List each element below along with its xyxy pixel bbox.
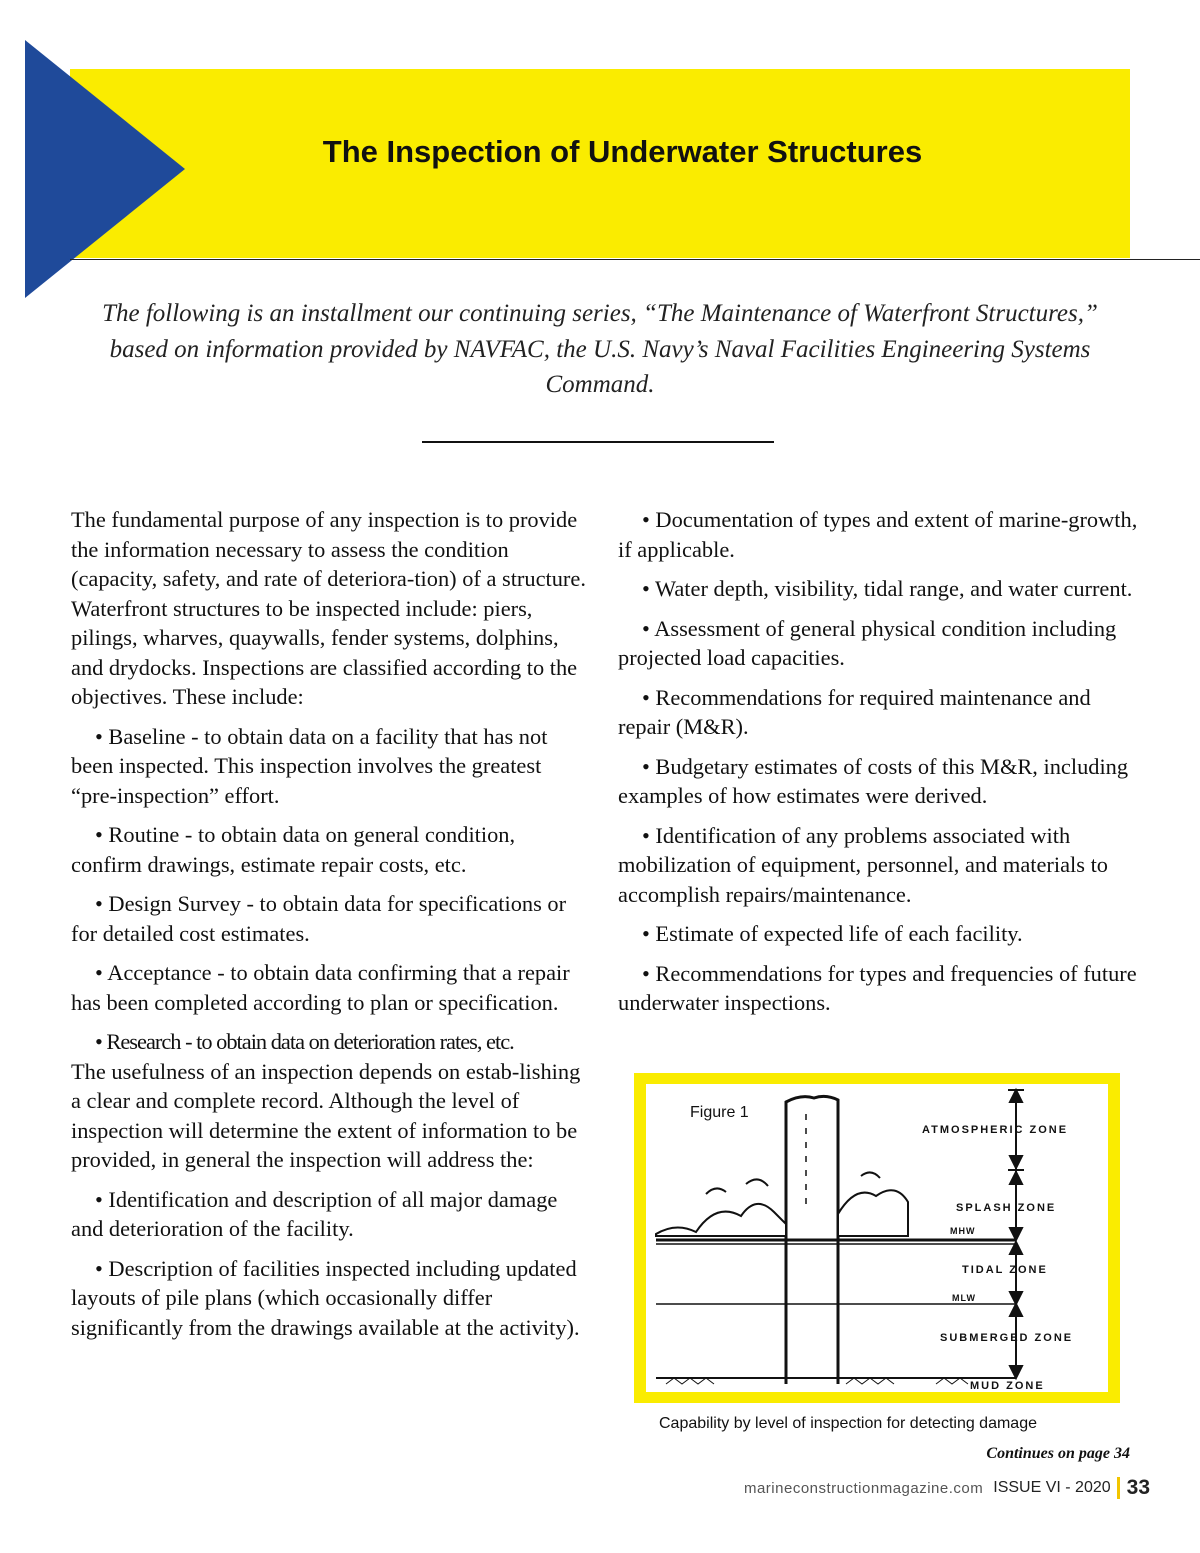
bullet-item: • Assessment of general physical condition including projected load capacities. [618,615,1117,670]
atmospheric-zone-label: ATMOSPHERIC ZONE [922,1124,1069,1136]
continues-note: Continues on page 34 [986,1445,1130,1462]
bullet-item: • Recommendations for required maintenance and repair (M&R). [618,684,1091,739]
bullet-item: • Acceptance - to obtain data confirming that a repair has been completed according to plan or specification. [71,960,570,1015]
bullet-item: • Identification and description of all major damage and deterioration of the facility. [71,1186,558,1241]
mud-zone-label: MUD ZONE [970,1380,1045,1392]
figure-frame [634,1073,1120,1403]
mhw-label: MHW [950,1226,976,1236]
header-divider [70,259,1200,260]
site-url: marineconstructionmagazine.com [743,1479,984,1497]
page-footer [744,1476,1150,1500]
bullet-item: • Budgetary estimates of costs of this M&R, including examples of how estimates were derived. [618,753,1129,808]
bullet-item: • Description of facilities inspected including updated layouts of pile plans (which occasionally differ significantly from the drawings available at the activity). [71,1255,580,1340]
paragraph: The usefulness of an inspection depends on estab-lishing a clear and complete record. Although the level of inspection will determine the extent of information to be provided, in general the inspection will address the: [71,1058,581,1172]
bullet-item: • Identification of any problems associated with mobilization of equipment, personnel, and materials to accomplish repairs/maintenance. [618,822,1108,907]
issue-label: ISSUE VI - 2020 [993,1479,1111,1496]
bullet-item: • Research - to obtain data on deterioration rates, etc. [95,1029,514,1054]
right-column [618,505,1138,1028]
figure-1 [646,1084,1108,1392]
splash-zone-label: SPLASH ZONE [956,1202,1057,1214]
page-title: The Inspection of Underwater Structures [322,134,923,169]
submerged-zone-label: SUBMERGED ZONE [940,1332,1074,1344]
footer-divider [1117,1477,1120,1499]
bullet-item: • Baseline - to obtain data on a facility that has not been inspected. This inspection involves the greatest “pre-inspection” effort. [71,723,548,808]
bullet-item: • Recommendations for types and frequencies of future underwater inspections. [618,960,1137,1015]
page-number: 33 [1126,1476,1150,1499]
figure-label: Figure 1 [690,1104,749,1121]
bullet-item: • Routine - to obtain data on general condition, confirm drawings, estimate repair costs, etc. [71,822,516,877]
left-column [71,505,591,1352]
bullet-item: • Estimate of expected life of each facility. [642,921,1023,946]
mlw-label: MLW [952,1293,976,1303]
bullet-item: • Water depth, visibility, tidal range, and water current. [642,576,1133,601]
intro-paragraph: The following is an installment our continuing series, “The Maintenance of Waterfront Structures,” based on information provided by NAVFAC, the U.S. Navy’s Naval Facilities Engineering Systems Command. [102,300,1098,398]
intro-rule [422,441,774,443]
paragraph: The fundamental purpose of any inspection is to provide the information necessary to assess the condition (capacity, safety, and rate of deteriora-tion) of a structure. Waterfront structures to be inspected include: piers, pilings, wharves, quaywalls, fender systems, dolphins, and drydocks. Inspections are classified according to the objectives. These include: [71,507,586,709]
tidal-zone-label: TIDAL ZONE [962,1264,1048,1276]
bullet-item: • Design Survey - to obtain data for specifications or for detailed cost estimates. [71,891,567,946]
bullet-item: • Documentation of types and extent of marine-growth, if applicable. [618,507,1138,562]
figure-caption: Capability by level of inspection for detecting damage [659,1415,1037,1432]
